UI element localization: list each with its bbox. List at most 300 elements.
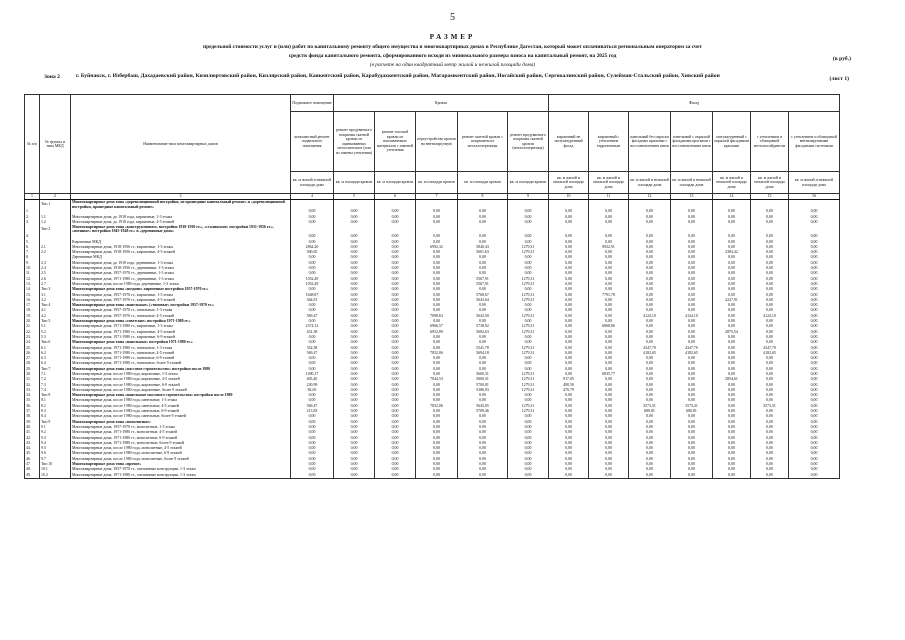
value-cell: 0,00: [549, 340, 589, 345]
value-cell: 0,00: [629, 388, 671, 393]
value-cell: 1279,31: [508, 372, 549, 377]
value-cell: 0,00: [789, 220, 840, 225]
currency-unit: (в руб.): [832, 56, 851, 62]
value-cell: 0,00: [375, 435, 416, 440]
value-cell: 0,00: [713, 366, 751, 371]
value-cell: 0,00: [629, 382, 671, 387]
value-cell: 0,00: [549, 282, 589, 287]
value-cell: 0,00: [713, 260, 751, 265]
value-cell: 0,00: [334, 377, 375, 382]
row-name: Многоквартирные дома, 1971-1980 гг., смешанные конструкции, 1-3 этажа: [71, 472, 291, 478]
value-cell: 6992,32: [416, 244, 458, 249]
value-cell: 0,00: [751, 220, 789, 225]
row-name: Многоквартирные дома, 1971-1980 гг., панельные, более 9 этажей: [71, 361, 291, 366]
value-cell: [375, 200, 416, 210]
value-cell: 0,00: [713, 271, 751, 276]
value-cell: 0,00: [416, 430, 458, 435]
value-cell: 0,00: [629, 372, 671, 377]
value-cell: 0,00: [458, 425, 508, 430]
value-cell: 0,00: [671, 440, 713, 445]
value-cell: 0,00: [334, 435, 375, 440]
value-cell: 0,00: [713, 398, 751, 403]
value-cell: 917,05: [549, 377, 589, 382]
row-number: 36.: [25, 403, 40, 408]
row-number: 45.: [25, 451, 40, 456]
value-cell: 0,00: [375, 403, 416, 408]
value-cell: 0,00: [549, 456, 589, 461]
row-number: 4.: [25, 234, 40, 239]
value-cell: 7052,06: [416, 350, 458, 355]
value-cell: 0,00: [375, 324, 416, 329]
value-cell: 4347,70: [671, 345, 713, 350]
value-cell: 0,00: [375, 356, 416, 361]
value-cell: 0,00: [508, 271, 549, 276]
row-name: Многоквартирные дома, после 1980 года, панельные, 6-9 этажей: [71, 409, 291, 414]
row-name: Многоквартирные дома типа «дореволюционной постройки, не прошедшие капитальный ремонт» и «дореволюционной постройки, прошедшие капитальный ремонт»: [71, 200, 291, 210]
value-cell: 0,00: [334, 329, 375, 334]
row-number: 26.: [25, 350, 40, 355]
value-cell: 4124,10: [671, 313, 713, 318]
value-cell: 4347,70: [751, 345, 789, 350]
value-cell: 5682,63: [458, 329, 508, 334]
value-cell: 0,00: [549, 425, 589, 430]
value-cell: 0,00: [751, 366, 789, 371]
value-cell: 0,00: [334, 425, 375, 430]
value-cell: [508, 225, 549, 234]
value-cell: 0,00: [751, 356, 789, 361]
value-cell: [671, 225, 713, 234]
value-cell: 0,00: [629, 366, 671, 371]
row-name: Многоквартирные дома, до 1918 года, кирпичные, 4-5 этажей: [71, 220, 291, 225]
value-cell: 1279,31: [508, 345, 549, 350]
value-cell: 0,00: [458, 239, 508, 244]
value-cell: 0,00: [789, 462, 840, 467]
value-cell: 0,00: [671, 366, 713, 371]
value-cell: 0,00: [375, 467, 416, 472]
value-cell: 0,00: [549, 435, 589, 440]
value-cell: 0,00: [789, 388, 840, 393]
value-cell: 0,00: [713, 388, 751, 393]
row-number: 42.: [25, 435, 40, 440]
value-cell: 0,00: [671, 308, 713, 313]
row-number: 5.: [25, 239, 40, 244]
value-cell: 0,00: [713, 435, 751, 440]
row-group: Тип 8: [40, 393, 71, 398]
value-cell: 0,00: [671, 214, 713, 219]
value-cell: 0,00: [751, 398, 789, 403]
value-cell: 0,00: [416, 266, 458, 271]
value-cell: 0,00: [713, 335, 751, 340]
value-cell: 1279,31: [508, 329, 549, 334]
row-group: 2.5: [40, 271, 71, 276]
value-cell: 0,00: [589, 282, 629, 287]
value-cell: 0,00: [789, 377, 840, 382]
value-cell: 0,00: [751, 472, 789, 478]
value-cell: 0,00: [789, 456, 840, 461]
value-cell: 213,83: [291, 409, 334, 414]
value-cell: 0,00: [291, 398, 334, 403]
value-cell: 0,00: [334, 403, 375, 408]
value-cell: 0,00: [291, 456, 334, 461]
value-cell: 0,00: [334, 292, 375, 297]
value-cell: 0,00: [334, 350, 375, 355]
value-cell: 0,00: [671, 292, 713, 297]
value-cell: 0,00: [589, 462, 629, 467]
value-cell: 0,00: [416, 446, 458, 451]
value-cell: 431,38: [291, 329, 334, 334]
value-cell: 0,00: [291, 361, 334, 366]
row-group: 2.1: [40, 244, 71, 249]
value-cell: 0,00: [508, 340, 549, 345]
value-cell: 470,79: [549, 388, 589, 393]
header-work-type: ремонт скатной кровли с покрытием из металлочерепицы: [458, 112, 508, 172]
row-name: Многоквартирные дома типа «массовое строительство» постройки после 1980: [71, 366, 291, 371]
value-cell: 0,00: [751, 260, 789, 265]
row-name: Многоквартирные дома, 1971-1980 гг., монолитные, 4-5 этажей: [71, 430, 291, 435]
row-number: 21.: [25, 324, 40, 329]
value-cell: 0,00: [334, 324, 375, 329]
value-cell: 0,00: [549, 467, 589, 472]
value-cell: [789, 200, 840, 210]
value-cell: 0,00: [671, 303, 713, 308]
value-cell: 0,00: [375, 282, 416, 287]
header-work-type: кирпичный не оштукатуренный фасад: [549, 112, 589, 172]
value-cell: 0,00: [629, 239, 671, 244]
value-cell: 0,00: [713, 287, 751, 292]
value-cell: 0,00: [549, 329, 589, 334]
row-group: 1.2: [40, 220, 71, 225]
value-cell: 0,00: [751, 456, 789, 461]
sheet-label: (лист 1): [829, 76, 849, 82]
value-cell: 0,00: [458, 472, 508, 478]
value-cell: 0,00: [671, 472, 713, 478]
row-number: 10.: [25, 266, 40, 271]
value-cell: 0,00: [508, 456, 549, 461]
value-cell: 0,00: [458, 319, 508, 324]
header-unit: кв. м площади кровли: [508, 172, 549, 194]
value-cell: 0,00: [458, 451, 508, 456]
value-cell: 4124,10: [751, 313, 789, 318]
value-cell: 0,00: [671, 287, 713, 292]
value-cell: 0,00: [789, 472, 840, 478]
value-cell: 0,00: [589, 430, 629, 435]
value-cell: 0,00: [375, 340, 416, 345]
row-number: 43.: [25, 440, 40, 445]
value-cell: 5660,31: [458, 372, 508, 377]
row-name: Многоквартирные дома, после 1980 года, кирпичные, 1-3 этажа: [71, 372, 291, 377]
value-cell: 0,00: [375, 335, 416, 340]
value-cell: 0,00: [589, 440, 629, 445]
value-cell: 0,00: [589, 388, 629, 393]
value-cell: 0,00: [671, 324, 713, 329]
value-cell: 0,00: [789, 250, 840, 255]
value-cell: 0,00: [416, 303, 458, 308]
value-cell: 0,00: [589, 313, 629, 318]
value-cell: 0,00: [334, 409, 375, 414]
value-cell: 0,00: [789, 409, 840, 414]
value-cell: 0,00: [789, 382, 840, 387]
value-cell: 0,00: [589, 398, 629, 403]
row-group: 2.7: [40, 282, 71, 287]
value-cell: 0,00: [375, 462, 416, 467]
value-cell: 0,00: [375, 388, 416, 393]
row-name: Многоквартирные дома, 1957-1970 гг., монолитные, 1-3 этажа: [71, 425, 291, 430]
value-cell: 5643,05: [458, 403, 508, 408]
row-name: Многоквартирные дома, 1957-1970 гг., панельные, 1-3 этажа: [71, 308, 291, 313]
row-number: [25, 200, 40, 210]
value-cell: 0,00: [458, 214, 508, 219]
value-cell: 0,00: [508, 209, 549, 214]
value-cell: 0,00: [629, 414, 671, 419]
value-cell: 0,00: [789, 324, 840, 329]
value-cell: 0,00: [751, 303, 789, 308]
value-cell: 0,00: [549, 266, 589, 271]
value-cell: 0,00: [789, 239, 840, 244]
value-cell: 0,00: [508, 419, 549, 424]
value-cell: 0,00: [549, 319, 589, 324]
value-cell: 0,00: [589, 271, 629, 276]
value-cell: 0,00: [671, 425, 713, 430]
row-name: Многоквартирные дома, после 1980 года, монолитные, более 9 этажей: [71, 456, 291, 461]
value-cell: 569,47: [291, 313, 334, 318]
value-cell: 0,00: [458, 335, 508, 340]
value-cell: 0,00: [458, 287, 508, 292]
value-cell: 0,00: [789, 244, 840, 249]
value-cell: 1279,31: [508, 377, 549, 382]
value-cell: 0,00: [751, 266, 789, 271]
row-name: Многоквартирные дома, 1957-1970 гг., кирпичные, 4-5 этажей: [71, 297, 291, 302]
row-name: Многоквартирные дома, 1957-1970 гг., деревянные, 1-3 этажа: [71, 271, 291, 276]
row-number: 33.: [25, 388, 40, 393]
row-group: 9.7: [40, 456, 71, 461]
value-cell: 0,00: [291, 425, 334, 430]
value-cell: 0,00: [508, 435, 549, 440]
value-cell: 0,00: [671, 244, 713, 249]
value-cell: 0,00: [751, 335, 789, 340]
row-name: Многоквартирные дома типа «панельные массового строительства» постройки после 1980: [71, 393, 291, 398]
value-cell: 0,00: [751, 393, 789, 398]
value-cell: [458, 200, 508, 210]
value-cell: 0,00: [291, 319, 334, 324]
value-cell: 0,00: [751, 250, 789, 255]
value-cell: 0,00: [291, 209, 334, 214]
value-cell: 0,00: [549, 356, 589, 361]
value-cell: 0,00: [458, 462, 508, 467]
value-cell: 0,00: [671, 372, 713, 377]
row-group: 6.3: [40, 356, 71, 361]
value-cell: 0,00: [458, 255, 508, 260]
value-cell: 0,00: [629, 435, 671, 440]
value-cell: 0,00: [713, 446, 751, 451]
row-group: Тип 4: [40, 303, 71, 308]
value-cell: 0,00: [416, 260, 458, 265]
value-cell: 0,00: [789, 393, 840, 398]
header-group: № группы и типа МКД: [40, 95, 71, 194]
value-cell: 0,00: [549, 250, 589, 255]
value-cell: 0,00: [375, 446, 416, 451]
value-cell: 0,00: [751, 451, 789, 456]
value-cell: 0,00: [416, 335, 458, 340]
value-cell: 0,00: [508, 319, 549, 324]
value-cell: 5738,92: [458, 324, 508, 329]
value-cell: 0,00: [375, 425, 416, 430]
row-number: 8.: [25, 255, 40, 260]
value-cell: 0,00: [549, 287, 589, 292]
value-cell: 0,00: [629, 329, 671, 334]
value-cell: 0,00: [458, 398, 508, 403]
value-cell: 0,00: [508, 260, 549, 265]
value-cell: 0,00: [549, 350, 589, 355]
value-cell: 0,00: [416, 234, 458, 239]
value-cell: 0,00: [291, 393, 334, 398]
row-group: 2.6: [40, 276, 71, 281]
value-cell: 0,00: [334, 335, 375, 340]
value-cell: 0,00: [458, 234, 508, 239]
value-cell: 0,00: [334, 345, 375, 350]
value-cell: 0,00: [713, 266, 751, 271]
value-cell: 0,00: [375, 398, 416, 403]
value-cell: 0,00: [291, 451, 334, 456]
value-cell: 0,00: [789, 255, 840, 260]
column-number: 4: [291, 194, 334, 200]
value-cell: 0,00: [789, 266, 840, 271]
value-cell: 0,00: [549, 403, 589, 408]
row-group: 1.1: [40, 214, 71, 219]
header-unit: кв. м жилой и нежилой площади дома: [549, 172, 589, 194]
value-cell: 230,99: [291, 382, 334, 387]
value-cell: 0,00: [375, 414, 416, 419]
value-cell: 0,00: [751, 319, 789, 324]
value-cell: 0,00: [291, 287, 334, 292]
row-name: Многоквартирные дома, 1971-1980 гг., панельные, 4-5 этажей: [71, 350, 291, 355]
value-cell: 2875,54: [713, 329, 751, 334]
value-cell: 0,00: [375, 271, 416, 276]
value-cell: 0,00: [334, 419, 375, 424]
value-cell: 0,00: [416, 214, 458, 219]
value-cell: 0,00: [508, 425, 549, 430]
row-number: 3.: [25, 220, 40, 225]
value-cell: 0,00: [751, 372, 789, 377]
value-cell: 0,00: [589, 356, 629, 361]
value-cell: 0,00: [375, 303, 416, 308]
value-cell: 0,00: [589, 303, 629, 308]
column-number: 10: [549, 194, 589, 200]
value-cell: 0,00: [671, 430, 713, 435]
header-unit: кв. м жилой и нежилой площади дома: [629, 172, 671, 194]
row-group: 4.1: [40, 308, 71, 313]
value-cell: 0,00: [589, 234, 629, 239]
row-name: Многоквартирные дома типа «поздние» кирпичные постройки 1957-1970 гг.»: [71, 287, 291, 292]
value-cell: 0,00: [334, 234, 375, 239]
value-cell: 1052,49: [291, 282, 334, 287]
value-cell: [375, 225, 416, 234]
row-number: 16.: [25, 297, 40, 302]
value-cell: 0,00: [629, 430, 671, 435]
row-name: Многоквартирные дома, 1957-1970 гг., панельные, 4-5 этажей: [71, 313, 291, 318]
value-cell: 0,00: [789, 271, 840, 276]
value-cell: 0,00: [671, 266, 713, 271]
value-cell: 0,00: [713, 340, 751, 345]
value-cell: 0,00: [334, 366, 375, 371]
value-cell: 0,00: [375, 345, 416, 350]
row-group: 5.1: [40, 324, 71, 329]
value-cell: 0,00: [458, 220, 508, 225]
value-cell: 0,00: [549, 276, 589, 281]
row-number: 1.: [25, 209, 40, 214]
value-cell: 0,00: [375, 350, 416, 355]
value-cell: 0,00: [291, 435, 334, 440]
value-cell: 0,00: [334, 398, 375, 403]
value-cell: 0,00: [629, 308, 671, 313]
row-group: 9.5: [40, 446, 71, 451]
value-cell: 0,00: [629, 398, 671, 403]
row-name: Многоквартирные дома, после 1980 года, панельные, 1-3 этажа: [71, 398, 291, 403]
row-number: 11.: [25, 271, 40, 276]
value-cell: 0,00: [549, 255, 589, 260]
value-cell: 0,00: [713, 292, 751, 297]
value-cell: 0,00: [671, 451, 713, 456]
value-cell: 0,00: [416, 409, 458, 414]
value-cell: 4347,70: [629, 345, 671, 350]
value-cell: [751, 225, 789, 234]
value-cell: 0,00: [549, 419, 589, 424]
value-cell: 0,00: [589, 239, 629, 244]
row-name: Многоквартирные дома, 1971-1980 гг., монолитные, 6-9 этажей: [71, 435, 291, 440]
value-cell: 0,00: [458, 435, 508, 440]
value-cell: [334, 225, 375, 234]
value-cell: 0,00: [789, 282, 840, 287]
row-name: Многоквартирные дома, 1971-1980 гг., панельные, 6-9 этажей: [71, 356, 291, 361]
value-cell: 0,00: [713, 214, 751, 219]
row-number: 38.: [25, 414, 40, 419]
value-cell: 0,00: [589, 287, 629, 292]
value-cell: 0,00: [458, 271, 508, 276]
value-cell: 0,00: [589, 220, 629, 225]
value-cell: 0,00: [671, 388, 713, 393]
value-cell: 0,00: [789, 287, 840, 292]
value-cell: [629, 225, 671, 234]
row-group: 7.1: [40, 372, 71, 377]
value-cell: 1279,31: [508, 244, 549, 249]
row-group: 9.6: [40, 451, 71, 456]
value-cell: [713, 200, 751, 210]
value-cell: 0,00: [416, 361, 458, 366]
value-cell: 0,00: [458, 446, 508, 451]
value-cell: 0,00: [589, 340, 629, 345]
value-cell: 0,00: [789, 234, 840, 239]
value-cell: 0,00: [713, 255, 751, 260]
row-number: 29.: [25, 366, 40, 371]
value-cell: 0,00: [334, 276, 375, 281]
value-cell: 6835,77: [589, 372, 629, 377]
header-work-type: с утеплением и облицовкой металлосайдингом: [751, 112, 789, 172]
value-cell: 0,00: [713, 209, 751, 214]
value-cell: 2227,91: [713, 297, 751, 302]
value-cell: 0,00: [375, 214, 416, 219]
value-cell: 1279,31: [508, 350, 549, 355]
value-cell: 0,00: [416, 440, 458, 445]
value-cell: 5840,43: [458, 244, 508, 249]
value-cell: 0,00: [629, 467, 671, 472]
value-cell: 0,00: [671, 356, 713, 361]
value-cell: 0,00: [375, 255, 416, 260]
column-number: 8: [458, 194, 508, 200]
value-cell: 0,00: [416, 319, 458, 324]
row-number: 46.: [25, 456, 40, 461]
row-group: Тип 9: [40, 419, 71, 424]
value-cell: 0,00: [416, 419, 458, 424]
value-cell: 0,00: [671, 329, 713, 334]
